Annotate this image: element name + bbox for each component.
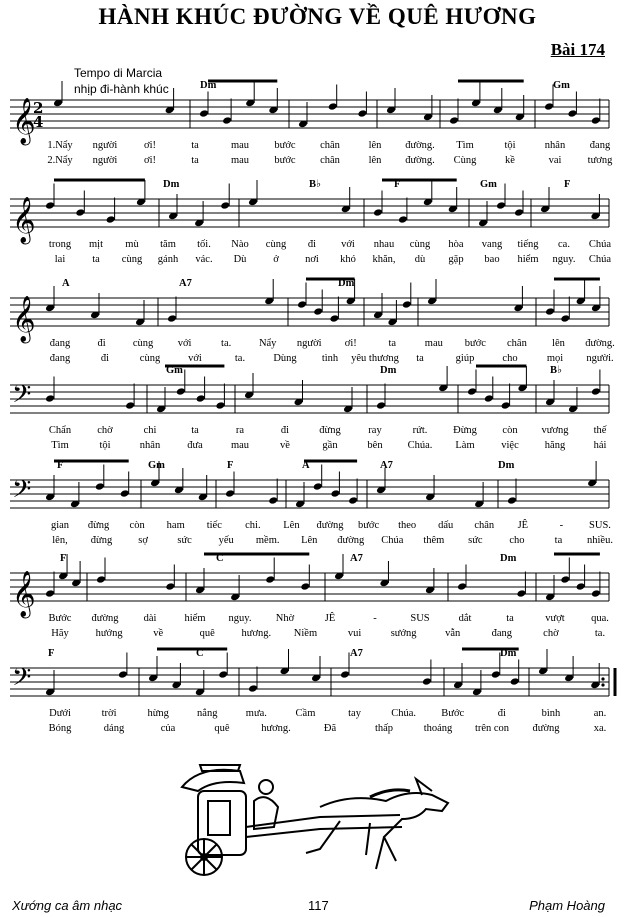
lyric-verse-1: hiểm — [184, 613, 206, 624]
lyric-verse-1: tối. — [197, 239, 211, 250]
note-head — [118, 670, 128, 679]
chord-symbol: C — [216, 553, 224, 564]
note-head — [328, 102, 338, 111]
lyric-verse-2: Đã — [323, 723, 337, 734]
lyric-verse-2: ta. — [594, 628, 606, 639]
lyric-verse-2: vui — [347, 628, 362, 639]
lyric-verse-2: mau — [230, 155, 250, 166]
note-head — [545, 307, 555, 316]
lyric-verse-2: với — [188, 353, 202, 364]
chord-symbol: A — [302, 460, 310, 471]
chord-symbol: Dm — [500, 648, 517, 659]
lyric-verse-1: 1.Nẩy — [47, 140, 73, 151]
note-head — [510, 677, 520, 686]
note-head — [501, 401, 511, 410]
lyric-verse-1: đường. — [585, 338, 615, 349]
lyric-verse-2: đừng — [90, 535, 113, 546]
note-head — [507, 496, 517, 505]
lyric-verse-1: bình — [541, 708, 561, 719]
lyric-verse-1: cùng — [265, 239, 287, 250]
lyric-verse-1: tiếc — [206, 520, 222, 531]
note-head — [222, 116, 232, 125]
lyric-verse-1: Nhờ — [275, 613, 295, 624]
lyric-verse-2: trên con — [474, 723, 510, 734]
lyric-verse-1: vượt — [545, 613, 565, 624]
lyric-verse-2: lai — [54, 254, 66, 265]
note-head — [484, 394, 494, 403]
lyric-verse-1: tiếng — [517, 239, 539, 250]
lyric-verse-2: đang — [49, 353, 71, 364]
lyric-verse-1: ham — [166, 520, 185, 531]
lyric-verse-1: cùng — [409, 239, 431, 250]
lyric-verse-2: mọi — [546, 353, 564, 364]
lyric-verse-2: Lên — [301, 535, 318, 546]
lyric-verse-2: ta — [554, 535, 563, 546]
lyric-verse-2: chờ — [543, 628, 559, 639]
lyric-verse-1: SUS. — [589, 520, 611, 531]
note-head — [576, 582, 586, 591]
chord-symbol: A7 — [350, 648, 363, 659]
lyric-verse-1: trời — [101, 708, 117, 719]
lyric-verse-1: hòa — [448, 239, 464, 250]
lyric-verse-1: đừng — [87, 520, 110, 531]
note-head — [106, 215, 116, 224]
lyric-verse-1: vương — [541, 425, 569, 436]
note-head — [516, 589, 526, 598]
lyric-verse-1: Nẩy — [258, 338, 277, 349]
lyric-verse-2: lên — [368, 155, 382, 166]
lyric-verse-2: chân — [320, 155, 340, 166]
lyric-verse-1: tội — [504, 140, 516, 151]
lyric-verse-2: sợ — [138, 535, 148, 546]
chord-symbol: Gm — [553, 80, 570, 91]
lyric-verse-1: mau — [230, 140, 250, 151]
lyric-verse-1: Chúa. — [391, 708, 417, 719]
note-head — [45, 589, 55, 598]
note-head — [265, 575, 275, 584]
lyric-verse-1: qua. — [591, 613, 609, 624]
lyric-verse-1: rứt. — [412, 425, 428, 436]
lyric-verse-1: dắt — [458, 613, 472, 624]
note-head — [560, 575, 570, 584]
lyric-verse-1: Đừng — [453, 425, 477, 436]
lyric-verse-2: Chúa — [381, 535, 404, 546]
note-head — [167, 314, 177, 323]
lyric-verse-2: ở — [273, 254, 279, 265]
note-head — [215, 401, 225, 410]
lyric-verse-1: nhau — [373, 239, 395, 250]
lyric-verse-1: thế — [593, 425, 607, 436]
lyric-verse-2: kề — [505, 155, 515, 166]
note-head — [248, 684, 258, 693]
note-head — [220, 201, 230, 210]
note-head — [218, 670, 228, 679]
lyric-verse-1: tay — [348, 708, 361, 719]
lyric-verse-1: chờ — [97, 425, 113, 436]
lyric-verse-2: mềm. — [255, 535, 280, 546]
lyric-verse-1: ca. — [558, 239, 570, 250]
lyric-verse-2: ta — [416, 353, 424, 364]
lyric-verse-2: ơi! — [144, 155, 156, 166]
lyric-verse-1: còn — [129, 520, 145, 531]
lyric-verse-1: ray — [368, 425, 382, 436]
lyric-verse-2: sức — [468, 535, 483, 546]
lyric-verse-2: giúp — [455, 353, 475, 364]
lyric-verse-2: về — [153, 628, 164, 639]
note-head — [329, 314, 339, 323]
lyric-verse-2: bước — [274, 155, 296, 166]
lyric-verse-1: Cầm — [295, 708, 316, 719]
lyric-verse-2: người. — [586, 353, 614, 364]
lyric-verse-1: đường — [316, 520, 344, 531]
note-head — [449, 116, 459, 125]
note-head — [313, 482, 323, 491]
chord-symbol: B♭ — [550, 365, 562, 376]
note-head — [330, 489, 340, 498]
note-head — [176, 387, 186, 396]
lyric-verse-1: ta — [191, 425, 199, 436]
lyric-verse-1: Chẩn — [48, 425, 72, 436]
note-head — [95, 482, 105, 491]
time-signature-top: 2 — [33, 99, 44, 117]
lyric-verse-2: Niềm — [293, 628, 318, 639]
lyric-verse-2: đường — [337, 535, 365, 546]
lyric-verse-2: vác. — [195, 254, 213, 265]
lyric-verse-1: ta — [506, 613, 514, 624]
lyric-verse-2: đường. — [405, 155, 435, 166]
lyric-verse-1: ta. — [221, 338, 232, 349]
chord-symbol: Dm — [338, 278, 355, 289]
lyric-verse-2: mau — [230, 440, 250, 451]
lyric-verse-2: Chúa. — [407, 440, 433, 451]
note-head — [268, 496, 278, 505]
lyric-verse-1: - — [559, 520, 564, 531]
chord-symbol: Dm — [200, 80, 217, 91]
lyric-verse-1: Bước — [48, 613, 72, 624]
staff-system — [10, 553, 609, 639]
chord-symbol: Gm — [148, 460, 165, 471]
lyric-verse-2: lên, — [52, 535, 68, 546]
chord-symbol: F — [394, 179, 401, 190]
lyric-verse-1: lên — [368, 140, 382, 151]
lyric-verse-1: an. — [593, 708, 607, 719]
note-head — [348, 496, 358, 505]
lyric-verse-1: chân — [320, 140, 340, 151]
lyric-verse-2: Hãy — [51, 628, 69, 639]
lyric-verse-1: dấu — [438, 520, 454, 531]
lyric-verse-1: đường. — [405, 140, 435, 151]
chord-symbol: Gm — [480, 179, 497, 190]
lyric-verse-2: hương. — [261, 723, 291, 734]
lyric-verse-2: việc — [501, 440, 519, 451]
lyric-verse-1: ơi! — [344, 338, 357, 349]
lyric-verse-1: đang — [589, 140, 611, 151]
lyric-verse-2: sức — [177, 535, 192, 546]
chord-symbol: Gm — [166, 365, 183, 376]
lyric-verse-2: thấp — [374, 723, 394, 734]
chord-symbol: F — [564, 179, 571, 190]
note-head — [544, 102, 554, 111]
lyric-verse-1: đang — [49, 338, 71, 349]
lyric-verse-2: bên — [367, 440, 383, 451]
lyric-verse-1: Tìm — [456, 140, 474, 151]
note-head — [120, 489, 130, 498]
lyric-verse-2: cùng — [139, 353, 161, 364]
lyric-verse-1: mịt — [88, 239, 104, 250]
lyric-verse-1: theo — [398, 520, 417, 531]
lyric-verse-2: tội — [99, 440, 111, 451]
lyric-verse-2: gần — [322, 440, 338, 451]
note-head — [560, 314, 570, 323]
lyric-verse-2: Bóng — [48, 723, 72, 734]
lyric-verse-1: bước — [464, 338, 486, 349]
lyric-verse-1: với — [341, 239, 355, 250]
chord-symbol: Dm — [163, 179, 180, 190]
note-head — [45, 394, 55, 403]
lyric-verse-1: Bước — [441, 708, 465, 719]
lyric-verse-2: ta — [191, 155, 199, 166]
note-head — [496, 201, 506, 210]
lyric-verse-1: mau — [424, 338, 443, 349]
treble-clef-icon: 𝄞 — [12, 98, 36, 144]
lyric-verse-2: quê — [214, 723, 230, 734]
lyric-verse-2: vẫn — [445, 628, 461, 639]
treble-clef-icon: 𝄞 — [12, 296, 36, 342]
lyric-verse-2: Tìm — [51, 440, 69, 451]
note-head — [297, 300, 307, 309]
staff-system — [10, 278, 615, 364]
lyric-verse-2: nhiều. — [587, 535, 613, 546]
lyric-verse-2: cho — [509, 535, 525, 546]
lyric-verse-2: sướng — [390, 628, 417, 639]
note-head — [591, 387, 601, 396]
note-head — [199, 109, 209, 118]
lyric-verse-1: người — [296, 338, 322, 349]
chord-symbol: A — [62, 278, 70, 289]
note-head — [300, 582, 310, 591]
tempo-marking-vi: nhịp đi-hành khúc — [74, 82, 169, 96]
note-head — [376, 401, 386, 410]
lyric-verse-2: nhân — [139, 440, 161, 451]
lyric-verse-1: bước — [274, 140, 296, 151]
lyric-verse-1: dài — [143, 613, 157, 624]
lyric-verse-2: nơi — [305, 254, 319, 265]
bass-clef-icon: 𝄢 — [12, 475, 32, 510]
repeat-dot — [601, 683, 604, 686]
lyric-verse-2: tương — [587, 155, 613, 166]
note-head — [467, 387, 477, 396]
lyric-verse-2: về — [280, 440, 290, 451]
chord-symbol: Dm — [380, 365, 397, 376]
lyric-verse-1: chi — [143, 425, 157, 436]
lyric-verse-1: gian — [50, 520, 70, 531]
footer-composer: Phạm Hoàng — [529, 898, 605, 913]
lyric-verse-1: nhân — [544, 140, 566, 151]
lyric-verse-2: cùng — [121, 254, 143, 265]
note-head — [591, 116, 601, 125]
lyric-verse-2: Dùng — [273, 353, 297, 364]
lyric-verse-2: Làm — [455, 440, 475, 451]
lyric-verse-2: vai — [548, 155, 562, 166]
note-head — [357, 109, 367, 118]
note-head — [225, 489, 235, 498]
note-head — [75, 208, 85, 217]
lyric-verse-1: cùng — [132, 338, 154, 349]
lyric-verse-1: nguy. — [228, 613, 252, 624]
note-head — [567, 109, 577, 118]
repeat-dot — [601, 677, 604, 680]
song-title: HÀNH KHÚC ĐƯỜNG VỀ QUÊ HƯƠNG — [98, 4, 537, 29]
lyric-verse-2: Dù — [233, 254, 247, 265]
lyric-verse-2: đưa — [187, 440, 203, 451]
lyric-verse-2: ta. — [234, 353, 246, 364]
note-head — [491, 670, 501, 679]
lyric-verse-1: vang — [481, 239, 503, 250]
lyric-verse-1: hừng — [147, 708, 169, 719]
lyric-verse-2: gặp — [448, 254, 464, 265]
lyric-verse-2: cho — [502, 353, 518, 364]
lyric-verse-1: đi — [97, 338, 106, 349]
lyric-verse-1: ơi! — [144, 140, 156, 151]
treble-clef-icon: 𝄞 — [12, 197, 36, 243]
bass-clef-icon: 𝄢 — [12, 380, 32, 415]
lyric-verse-2: quê — [199, 628, 215, 639]
lyric-verse-1: ra — [235, 425, 245, 436]
time-signature-bottom: 4 — [33, 113, 44, 131]
lyric-verse-1: chi. — [245, 520, 261, 531]
lyric-verse-2: yêu thương — [351, 353, 399, 364]
lyric-verse-1: đi — [307, 239, 317, 250]
note-head — [313, 307, 323, 316]
lyric-verse-2: yếu — [218, 535, 234, 546]
chord-symbol: Dm — [498, 460, 515, 471]
lyric-verse-2: nguy. — [552, 254, 576, 265]
lyric-verse-1: đi — [497, 708, 506, 719]
lyric-verse-1: ta — [388, 338, 397, 349]
lyric-verse-1: JÊ — [517, 520, 529, 531]
lyric-verse-2: hăng — [544, 440, 566, 451]
page-number: 117 — [308, 898, 329, 913]
lyric-verse-2: xa. — [593, 723, 607, 734]
chord-symbol: B♭ — [309, 179, 321, 190]
note-head — [165, 582, 175, 591]
lyric-verse-1: đi — [280, 425, 290, 436]
lyric-verse-2: hái — [593, 440, 607, 451]
note-head — [591, 589, 601, 598]
treble-clef-icon: 𝄞 — [12, 571, 36, 617]
note-head — [402, 300, 412, 309]
lyric-verse-1: SUS — [410, 613, 430, 624]
lyric-verse-1: đừng — [319, 425, 341, 436]
chord-symbol: C — [196, 648, 204, 659]
note-head — [457, 582, 467, 591]
staff-system — [10, 179, 611, 265]
lyric-verse-2: thêm — [423, 535, 445, 546]
lyric-verse-1: - — [373, 613, 377, 624]
lyric-verse-2: đường — [532, 723, 560, 734]
lyric-verse-1: mù — [125, 239, 139, 250]
chord-symbol: F — [57, 460, 64, 471]
lyric-verse-1: ta — [191, 140, 199, 151]
lyric-verse-1: tăm — [160, 239, 176, 250]
lyric-verse-2: của — [160, 723, 176, 734]
staff-system — [10, 460, 613, 546]
lyric-verse-2: người — [92, 155, 118, 166]
lyric-verse-1: nắng — [197, 708, 218, 719]
lyric-verse-1: người — [92, 140, 118, 151]
note-head — [45, 201, 55, 210]
note-head — [398, 215, 408, 224]
lyric-verse-2: hiểm — [517, 254, 539, 265]
lyric-verse-2: đang — [491, 628, 513, 639]
carriage-illustration — [170, 757, 470, 877]
chord-symbol: A7 — [350, 553, 363, 564]
chord-symbol: F — [227, 460, 234, 471]
lyric-verse-1: JÊ — [324, 613, 336, 624]
note-head — [514, 208, 524, 217]
bass-clef-icon: 𝄢 — [12, 663, 32, 698]
note-head — [422, 677, 432, 686]
lyric-verse-1: Lên — [283, 520, 300, 531]
lyric-verse-2: thoáng — [423, 723, 453, 734]
lyric-verse-2: ta — [92, 254, 100, 265]
lyric-verse-2: bao — [484, 254, 500, 265]
footer-collection: Xướng ca âm nhạc — [12, 898, 123, 913]
lyric-verse-1: còn — [502, 425, 518, 436]
lyric-verse-2: Cùng — [453, 155, 477, 166]
note-head — [96, 575, 106, 584]
lyric-verse-1: chân — [474, 520, 495, 531]
chord-symbol: Dm — [500, 553, 517, 564]
song-number: Bài 174 — [550, 40, 605, 59]
chord-symbol: F — [60, 553, 67, 564]
chord-symbol: A7 — [179, 278, 192, 289]
tempo-marking: Tempo di Marcia — [74, 66, 163, 80]
chord-symbol: A7 — [380, 460, 393, 471]
lyric-verse-1: bước — [357, 520, 380, 531]
lyric-verse-2: Chúa — [588, 254, 612, 265]
lyric-verse-2: dáng — [103, 723, 125, 734]
chord-symbol: F — [48, 648, 55, 659]
lyric-verse-1: trong — [48, 239, 72, 250]
lyric-verse-2: gánh — [157, 254, 179, 265]
lyric-verse-2: tình — [321, 353, 339, 364]
lyric-verse-2: hương. — [241, 628, 272, 639]
note-head — [196, 394, 206, 403]
lyric-verse-2: khăn, — [372, 254, 396, 265]
lyric-verse-1: với — [177, 338, 192, 349]
note-head — [373, 208, 383, 217]
lyric-verse-1: Dưới — [49, 708, 71, 719]
lyric-verse-2: đi — [100, 353, 110, 364]
staff-system — [10, 80, 613, 166]
lyric-verse-1: Nào — [231, 239, 249, 250]
note-head — [340, 670, 350, 679]
lyric-verse-1: chân — [507, 338, 527, 349]
lyric-verse-1: lên — [552, 338, 565, 349]
note-head — [125, 401, 135, 410]
staff-system — [10, 648, 615, 734]
lyric-verse-2: dù — [414, 254, 426, 265]
lyric-verse-1: đường — [91, 613, 119, 624]
lyric-verse-2: hướng — [95, 628, 123, 639]
lyric-verse-1: mưa. — [245, 708, 267, 719]
lyric-verse-2: khó — [340, 254, 356, 265]
lyric-verse-2: 2.Nẩy — [47, 155, 73, 166]
staff-system — [10, 365, 609, 451]
lyric-verse-1: Chúa — [588, 239, 612, 250]
